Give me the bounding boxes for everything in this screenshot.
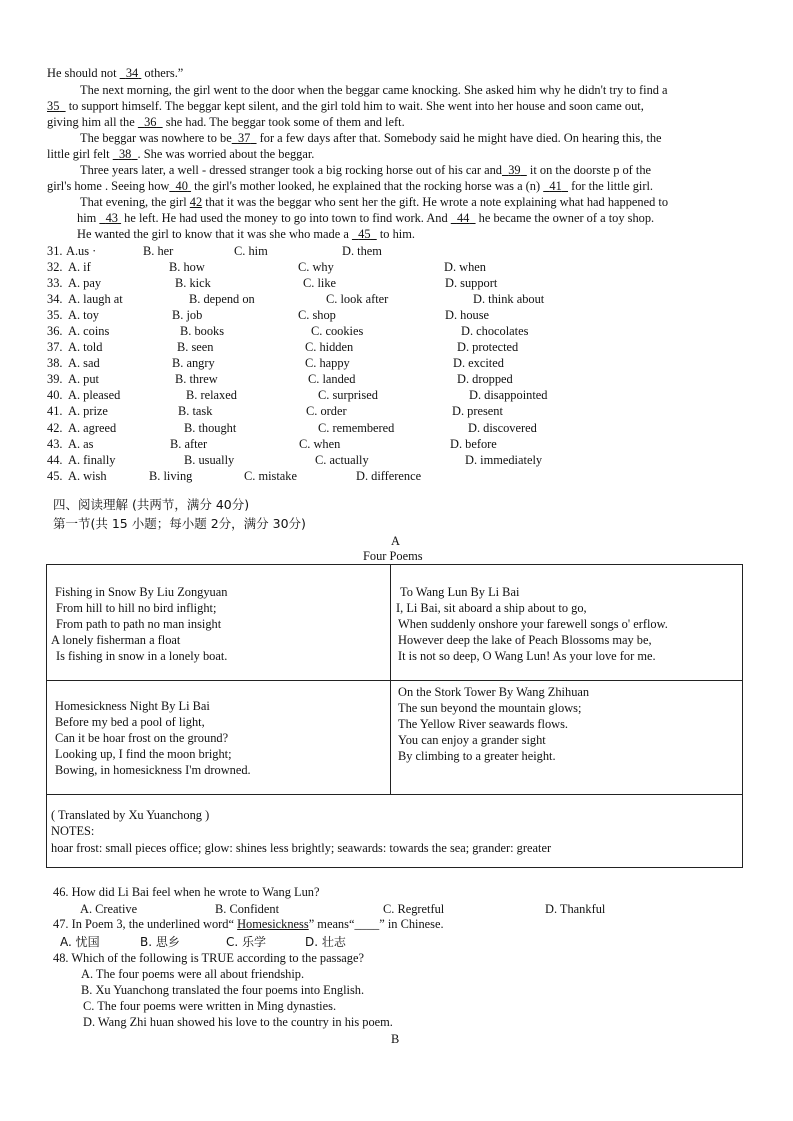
passage-line-6: little girl felt 38 . She was worried about the beggar. (47, 147, 315, 161)
passage-line-9: That evening, the girl 42 that it was the beggar who sent her the gift. He wrote a note explaining what had happened to (80, 195, 669, 209)
blank-35: 35 (47, 99, 60, 113)
option-row-31: 31. A.us · B. her C. him D. them (47, 244, 382, 258)
poem-line: A lonely fisherman a float (51, 633, 181, 647)
passage-line-8: girl's home . Seeing how 40 the girl's mother looked, he explained that the rocking horse was a (n) 41 for the little girl. (47, 179, 654, 193)
poem-3 (55, 698, 251, 778)
underlined-word: Homesickness (237, 917, 309, 931)
option-row-36: 36. A. coins B. books C. cookies D. chocolates (47, 324, 529, 338)
passage-line-4: giving him all the 36 she had. The beggar took some of them and left. (47, 115, 405, 129)
option-row-40: 40. A. pleased B. relaxed C. surprised D. disappointed (47, 388, 548, 402)
passage-letter-a: A (391, 534, 400, 548)
notes-text: hoar frost: small pieces office; glow: shines less brightly; seawards: towards the sea; grander: greater (51, 841, 552, 855)
option-row-45: 45. A. wish B. living C. mistake D. difference (47, 469, 422, 483)
poem-line: Before my bed a pool of light, (55, 715, 205, 729)
question-48-option-b: B. Xu Yuanchong translated the four poems into English. (81, 983, 365, 997)
poem-1 (51, 584, 228, 664)
poem-line: However deep the lake of Peach Blossoms may be, (398, 633, 652, 647)
blank-42: 42 (189, 195, 203, 209)
section-subheading: 第一节(共 15 小题；每小题 2分，满分 30分) (53, 516, 306, 531)
blank-43: 43 (105, 211, 118, 225)
poem-2-title: To Wang Lun By Li Bai (400, 585, 520, 599)
poem-line: You can enjoy a grander sight (398, 733, 546, 747)
poem-3-title: Homesickness Night By Li Bai (55, 699, 210, 713)
question-46-options: A. Creative B. Confident C. Regretful D. Thankful (80, 902, 606, 916)
option-row-44: 44. A. finally B. usually C. actually D. immediately (47, 453, 543, 467)
poem-line: Is fishing in snow in a lonely boat. (56, 649, 228, 663)
passage-letter-b: B (391, 1032, 400, 1046)
option-row-43: 43. A. as B. after C. when D. before (47, 437, 497, 451)
poem-line: Can it be hoar frost on the ground? (55, 731, 229, 745)
poem-line: From path to path no man insight (56, 617, 222, 631)
blank-45: 45 (358, 227, 371, 241)
option-row-34: 34. A. laugh at B. depend on C. look after D. think about (47, 292, 545, 306)
poem-line: Looking up, I find the moon bright; (55, 747, 232, 761)
question-48-option-a: A. The four poems were all about friendship. (81, 967, 305, 981)
option-row-38: 38. A. sad B. angry C. happy D. excited (47, 356, 504, 370)
option-row-41: 41. A. prize B. task C. order D. present (47, 404, 503, 418)
poem-2 (398, 584, 668, 664)
option-row-32: 32. A. if B. how C. why D. when (47, 260, 486, 274)
question-47: 47. In Poem 3, the underlined word“ Homesickness” means“____” in Chinese. (53, 917, 444, 931)
poem-1-title: Fishing in Snow By Liu Zongyuan (55, 585, 228, 599)
poem-line: Bowing, in homesickness I'm drowned. (55, 763, 251, 777)
question-48: 48. Which of the following is TRUE according to the passage? (53, 951, 364, 965)
blank-34: 34 (125, 66, 139, 80)
passage-line-7: Three years later, a well - dressed stranger took a big rocking horse out of his car and 39 it on the doorste p of the (80, 163, 652, 177)
option-row-39: 39. A. put B. threw C. landed D. dropped (47, 372, 513, 386)
poem-line: It is not so deep, O Wang Lun! As your love for me. (398, 649, 656, 663)
question-46: 46. How did Li Bai feel when he wrote to Wang Lun? (53, 885, 320, 899)
section-heading: 四、阅读理解 (共两节，满分 40分) (53, 497, 250, 512)
translator-credit: ( Translated by Xu Yuanchong ) (51, 808, 210, 822)
blank-36: 36 (144, 115, 157, 129)
question-48-option-c: C. The four poems were written in Ming dynasties. (83, 999, 337, 1013)
blank-38: 38 (118, 147, 132, 161)
poem-line: The sun beyond the mountain glows; (398, 701, 582, 715)
passage-line-11: He wanted the girl to know that it was she who made a 45 to him. (77, 227, 415, 241)
passage-line-2: The next morning, the girl went to the door when the beggar came knocking. She asked him why he didn't try to find a (80, 83, 668, 97)
notes-label: NOTES: (51, 824, 95, 838)
question-48-option-d: D. Wang Zhi huan showed his love to the country in his poem. (83, 1015, 393, 1029)
poem-line: The Yellow River seawards flows. (398, 717, 569, 731)
blank-41: 41 (549, 179, 562, 193)
poem-line: When suddenly onshore your farewell songs o' erflow. (398, 617, 668, 631)
option-row-37: 37. A. told B. seen C. hidden D. protected (47, 340, 519, 354)
poems-notes (51, 807, 551, 856)
blank-37: 37 (237, 131, 251, 145)
passage-line-1: He should not 34 others.” (47, 66, 184, 80)
poem-4-title: On the Stork Tower By Wang Zhihuan (398, 685, 590, 699)
option-row-33: 33. A. pay B. kick C. like D. support (47, 276, 498, 290)
blank-39: 39 (508, 163, 521, 177)
poem-line: I, Li Bai, sit aboard a ship about to go, (396, 601, 587, 615)
poem-line: By climbing to a greater height. (398, 749, 556, 763)
option-row-42: 42. A. agreed B. thought C. remembered D. discovered (47, 421, 537, 435)
poem-4 (398, 684, 589, 764)
passage-line-5: The beggar was nowhere to be 37 for a few days after that. Somebody said he might have died. On hearing this, the (80, 131, 662, 145)
passage-line-10: him 43 he left. He had used the money to go into town to find work. And 44 he became the owner of a toy shop. (77, 211, 655, 225)
blank-40: 40 (175, 179, 188, 193)
blank-44: 44 (456, 211, 470, 225)
passage-title: Four Poems (363, 549, 423, 563)
passage-line-3: 35 to support himself. The beggar kept silent, and the girl told him to wait. She went into her house and soon came out, (47, 99, 644, 113)
poem-line: From hill to hill no bird inflight; (56, 601, 217, 615)
question-47-options: A. 忧国 B. 思乡 C. 乐学 D. 壮志 (60, 935, 346, 949)
poems-table (46, 564, 743, 868)
option-row-35: 35. A. toy B. job C. shop D. house (47, 308, 490, 322)
